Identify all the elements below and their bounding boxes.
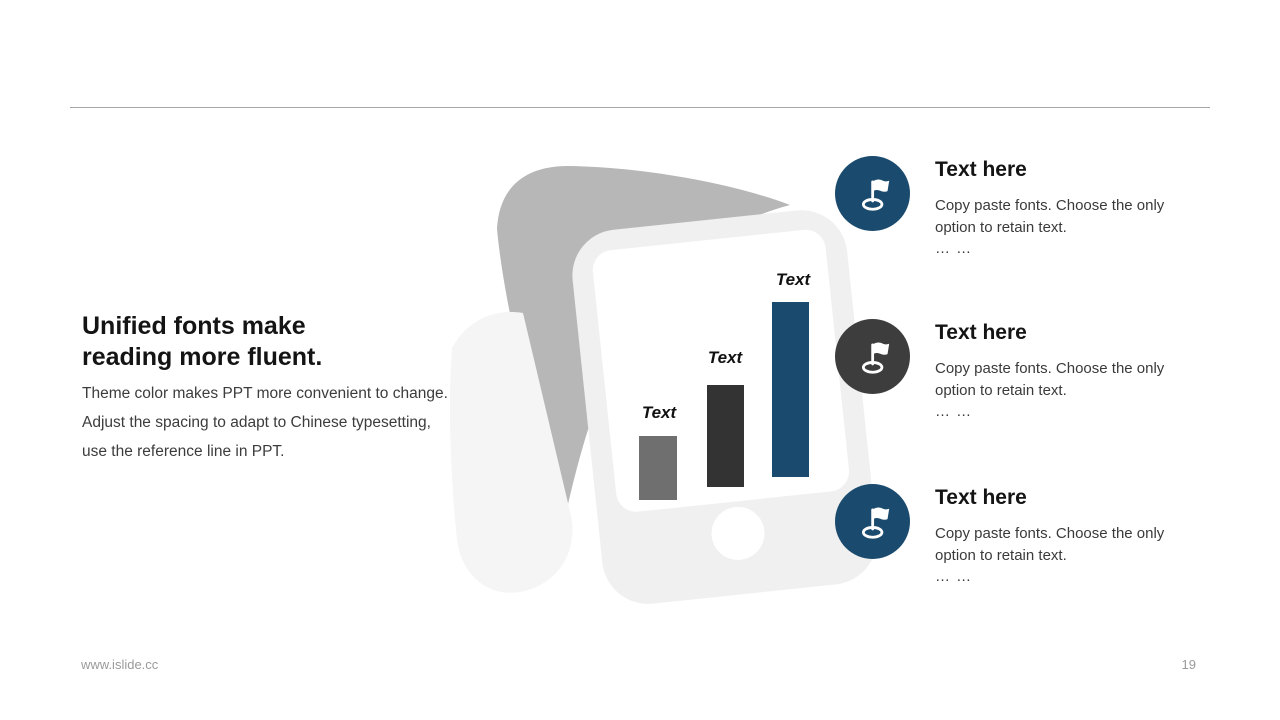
bar-label: Text xyxy=(707,348,743,367)
slide-description-line: Adjust the spacing to adapt to Chinese typesetting, xyxy=(82,414,431,431)
item-title: Text here xyxy=(935,158,1027,181)
item-description-line: Copy paste fonts. Choose the only xyxy=(935,360,1165,377)
flag-glyph xyxy=(852,336,894,378)
feature-item xyxy=(835,156,1170,260)
milestone-flag-icon xyxy=(835,484,910,559)
feature-item xyxy=(835,319,1170,423)
slide-description-line: Theme color makes PPT more convenient to change. xyxy=(82,385,448,402)
item-title: Text here xyxy=(935,321,1027,344)
item-ellipsis: … … xyxy=(935,403,973,420)
flag-glyph xyxy=(852,501,894,543)
item-description-line: option to retain text. xyxy=(935,546,1067,564)
item-description-line: Copy paste fonts. Choose the only xyxy=(935,525,1165,542)
bar-label: Text xyxy=(775,270,811,289)
chart-bar xyxy=(639,436,677,500)
item-description xyxy=(935,523,1170,566)
slide-title-line: reading more fluent. xyxy=(82,342,323,371)
slide-description-line: use the reference line in PPT. xyxy=(82,443,285,460)
feature-item xyxy=(835,484,1170,588)
milestone-flag-icon xyxy=(835,319,910,394)
item-description-line: Copy paste fonts. Choose the only xyxy=(935,197,1165,214)
chart-bar xyxy=(707,385,744,487)
footer-website: www.islide.cc xyxy=(81,657,159,672)
slide-title-line: Unified fonts make xyxy=(82,311,306,340)
item-description xyxy=(935,195,1170,238)
bar-label: Text xyxy=(641,403,677,422)
flag-glyph xyxy=(852,173,894,215)
footer-page-number: 19 xyxy=(1181,657,1196,672)
item-description-line: option to retain text. xyxy=(935,381,1067,399)
milestone-flag-icon xyxy=(835,156,910,231)
item-title: Text here xyxy=(935,486,1027,509)
item-description-line: option to retain text. xyxy=(935,218,1067,236)
item-description xyxy=(935,358,1170,401)
item-ellipsis: … … xyxy=(935,568,973,585)
item-ellipsis: … … xyxy=(935,240,973,257)
chart-bar xyxy=(772,302,809,477)
